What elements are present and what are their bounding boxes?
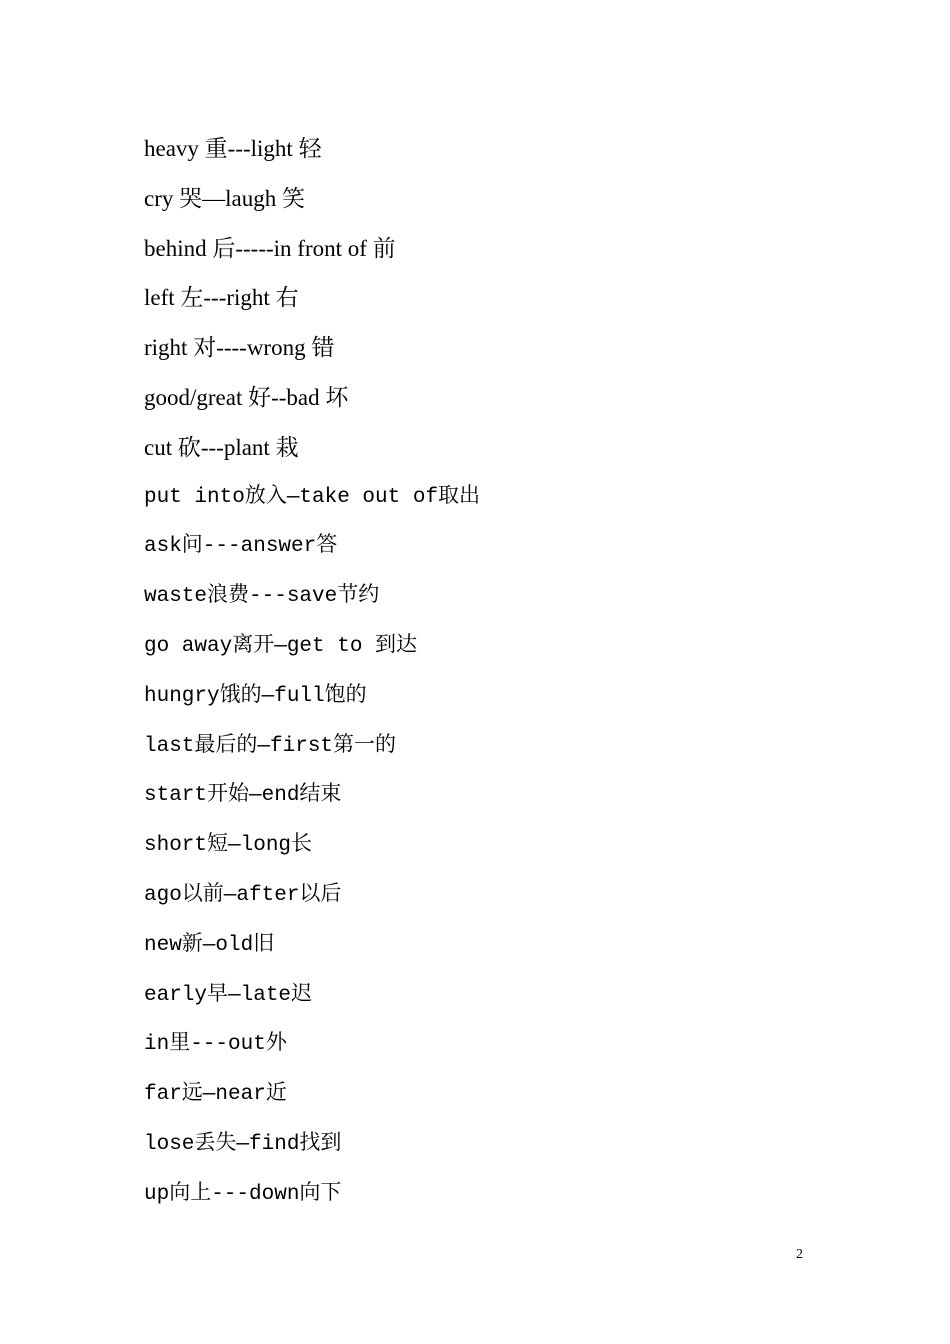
list-item: heavy 重---light 轻 — [144, 136, 322, 161]
list-item: left 左---right 右 — [144, 285, 299, 311]
list-item: short短—long长 — [144, 834, 313, 858]
list-item: hungry饿的—full饱的 — [144, 684, 367, 708]
list-item: in里---out外 — [144, 1033, 287, 1057]
list-item: last最后的—first第一的 — [144, 734, 397, 758]
list-item: ago以前—after以后 — [144, 883, 342, 907]
list-item: right 对----wrong 错 — [144, 335, 335, 361]
list-item: lose丢失—find找到 — [144, 1132, 342, 1156]
list-item: up向上---down向下 — [144, 1182, 342, 1206]
list-item: go away离开—get to 到达 — [144, 634, 418, 658]
page-number: 2 — [796, 1247, 803, 1262]
list-item: behind 后-----in front of 前 — [144, 235, 396, 261]
list-item: put into放入—take out of取出 — [144, 485, 481, 509]
list-item: cut 砍---plant 栽 — [144, 434, 299, 460]
list-item: start开始—end结束 — [144, 784, 342, 808]
list-item: good/great 好--bad 坏 — [144, 384, 349, 410]
list-item: far远—near近 — [144, 1083, 287, 1107]
list-item: early早—late迟 — [144, 983, 313, 1007]
list-item: ask问---answer答 — [144, 535, 338, 559]
antonym-list — [144, 130, 824, 1226]
list-item: waste浪费---save节约 — [144, 585, 380, 609]
list-item: cry 哭—laugh 笑 — [144, 185, 305, 211]
list-item: new新—old旧 — [144, 933, 275, 957]
